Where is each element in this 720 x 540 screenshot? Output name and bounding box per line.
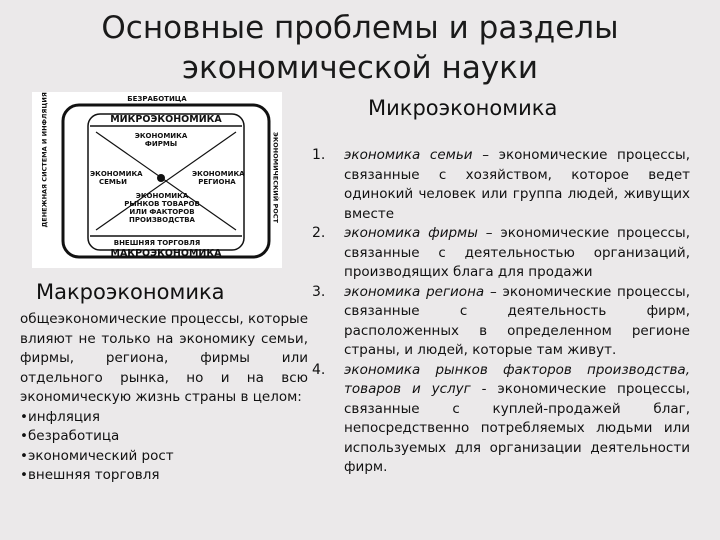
diagram-markets-label: ЭКОНОМИКА РЫНКОВ ТОВАРОВ ИЛИ ФАКТОРОВ ПРОИЗВОДСТВА (124, 192, 200, 224)
micro-item-number: 2. (312, 225, 326, 241)
center-dot (157, 174, 165, 182)
diagram-macro-label: МАКРОЭКОНОМИКА (110, 248, 222, 259)
macro-bullet-trade: •внешняя торговля (20, 467, 160, 483)
page-title: Основные проблемы и разделы экономической науки (101, 10, 619, 86)
micro-heading: Микроэкономика (368, 96, 558, 120)
diagram-right-label: ЭКОНОМИЧЕСКИЙ РОСТ (271, 132, 280, 223)
micro-list-item (312, 361, 690, 478)
micro-item-desc: – экономические процессы, связанные с деятельность фирм, расположенных в определенном регионе страны, и людей, которые там живут. (344, 283, 690, 358)
micro-item-desc: – экономические процессы, связанные с хозяйством, которое ведет одинокий человек или группа людей, живущих вместе (344, 147, 690, 222)
micro-list-item (312, 224, 690, 283)
micro-item-term: экономика фирмы (344, 225, 478, 241)
micro-item-term: экономика семьи (344, 147, 473, 163)
macro-bullet-unemployment: •безработица (20, 428, 120, 444)
micro-list-item (312, 146, 690, 224)
macro-bullet-inflation: •инфляция (20, 408, 100, 425)
micro-item-number: 3. (312, 283, 326, 300)
micro-list-item (312, 283, 690, 361)
macro-bullet-growth: •экономический рост (20, 447, 174, 464)
micro-item-desc: – экономические процессы, связанные с деятельностью организаций, производящих блага для продажи (344, 225, 690, 280)
macro-heading: Макроэкономика (36, 280, 225, 304)
diagram-left-label: ДЕНЕЖНАЯ СИСТЕМА И ИНФЛЯЦИЯ (40, 92, 49, 228)
diagram-family-label: ЭКОНОМИКА СЕМЬИ (90, 170, 143, 186)
micro-item-term: экономика рынков факторов производства, товаров и услуг (344, 361, 690, 397)
macro-description-block (20, 310, 308, 486)
micro-item-term: экономика региона (344, 283, 485, 300)
micro-list (312, 146, 690, 478)
diagram-region-label: ЭКОНОМИКА РЕГИОНА (192, 170, 245, 186)
economics-diagram (32, 92, 282, 268)
micro-item-desc: - экономические процессы, связанные с куплей-продажей благ, непосредственно потребляемых людьми или используемых для организации деятельности фирм. (344, 381, 691, 475)
micro-item-number: 1. (312, 147, 326, 163)
macro-description: общеэкономические процессы, которые влияют не только на экономику семьи, фирмы, региона, фирмы или отдельного рынка, но и на всю экономическую жизнь страны в целом: (20, 311, 309, 405)
diagram-firm-label: ЭКОНОМИКА ФИРМЫ (134, 132, 188, 148)
diagram-micro-label: МИКРОЭКОНОМИКА (110, 114, 222, 125)
diagram-top-label: БЕЗРАБОТИЦА (127, 95, 187, 103)
micro-item-number: 4. (312, 361, 326, 378)
diagram-bottom-label: ВНЕШНЯЯ ТОРГОВЛЯ (113, 239, 201, 247)
